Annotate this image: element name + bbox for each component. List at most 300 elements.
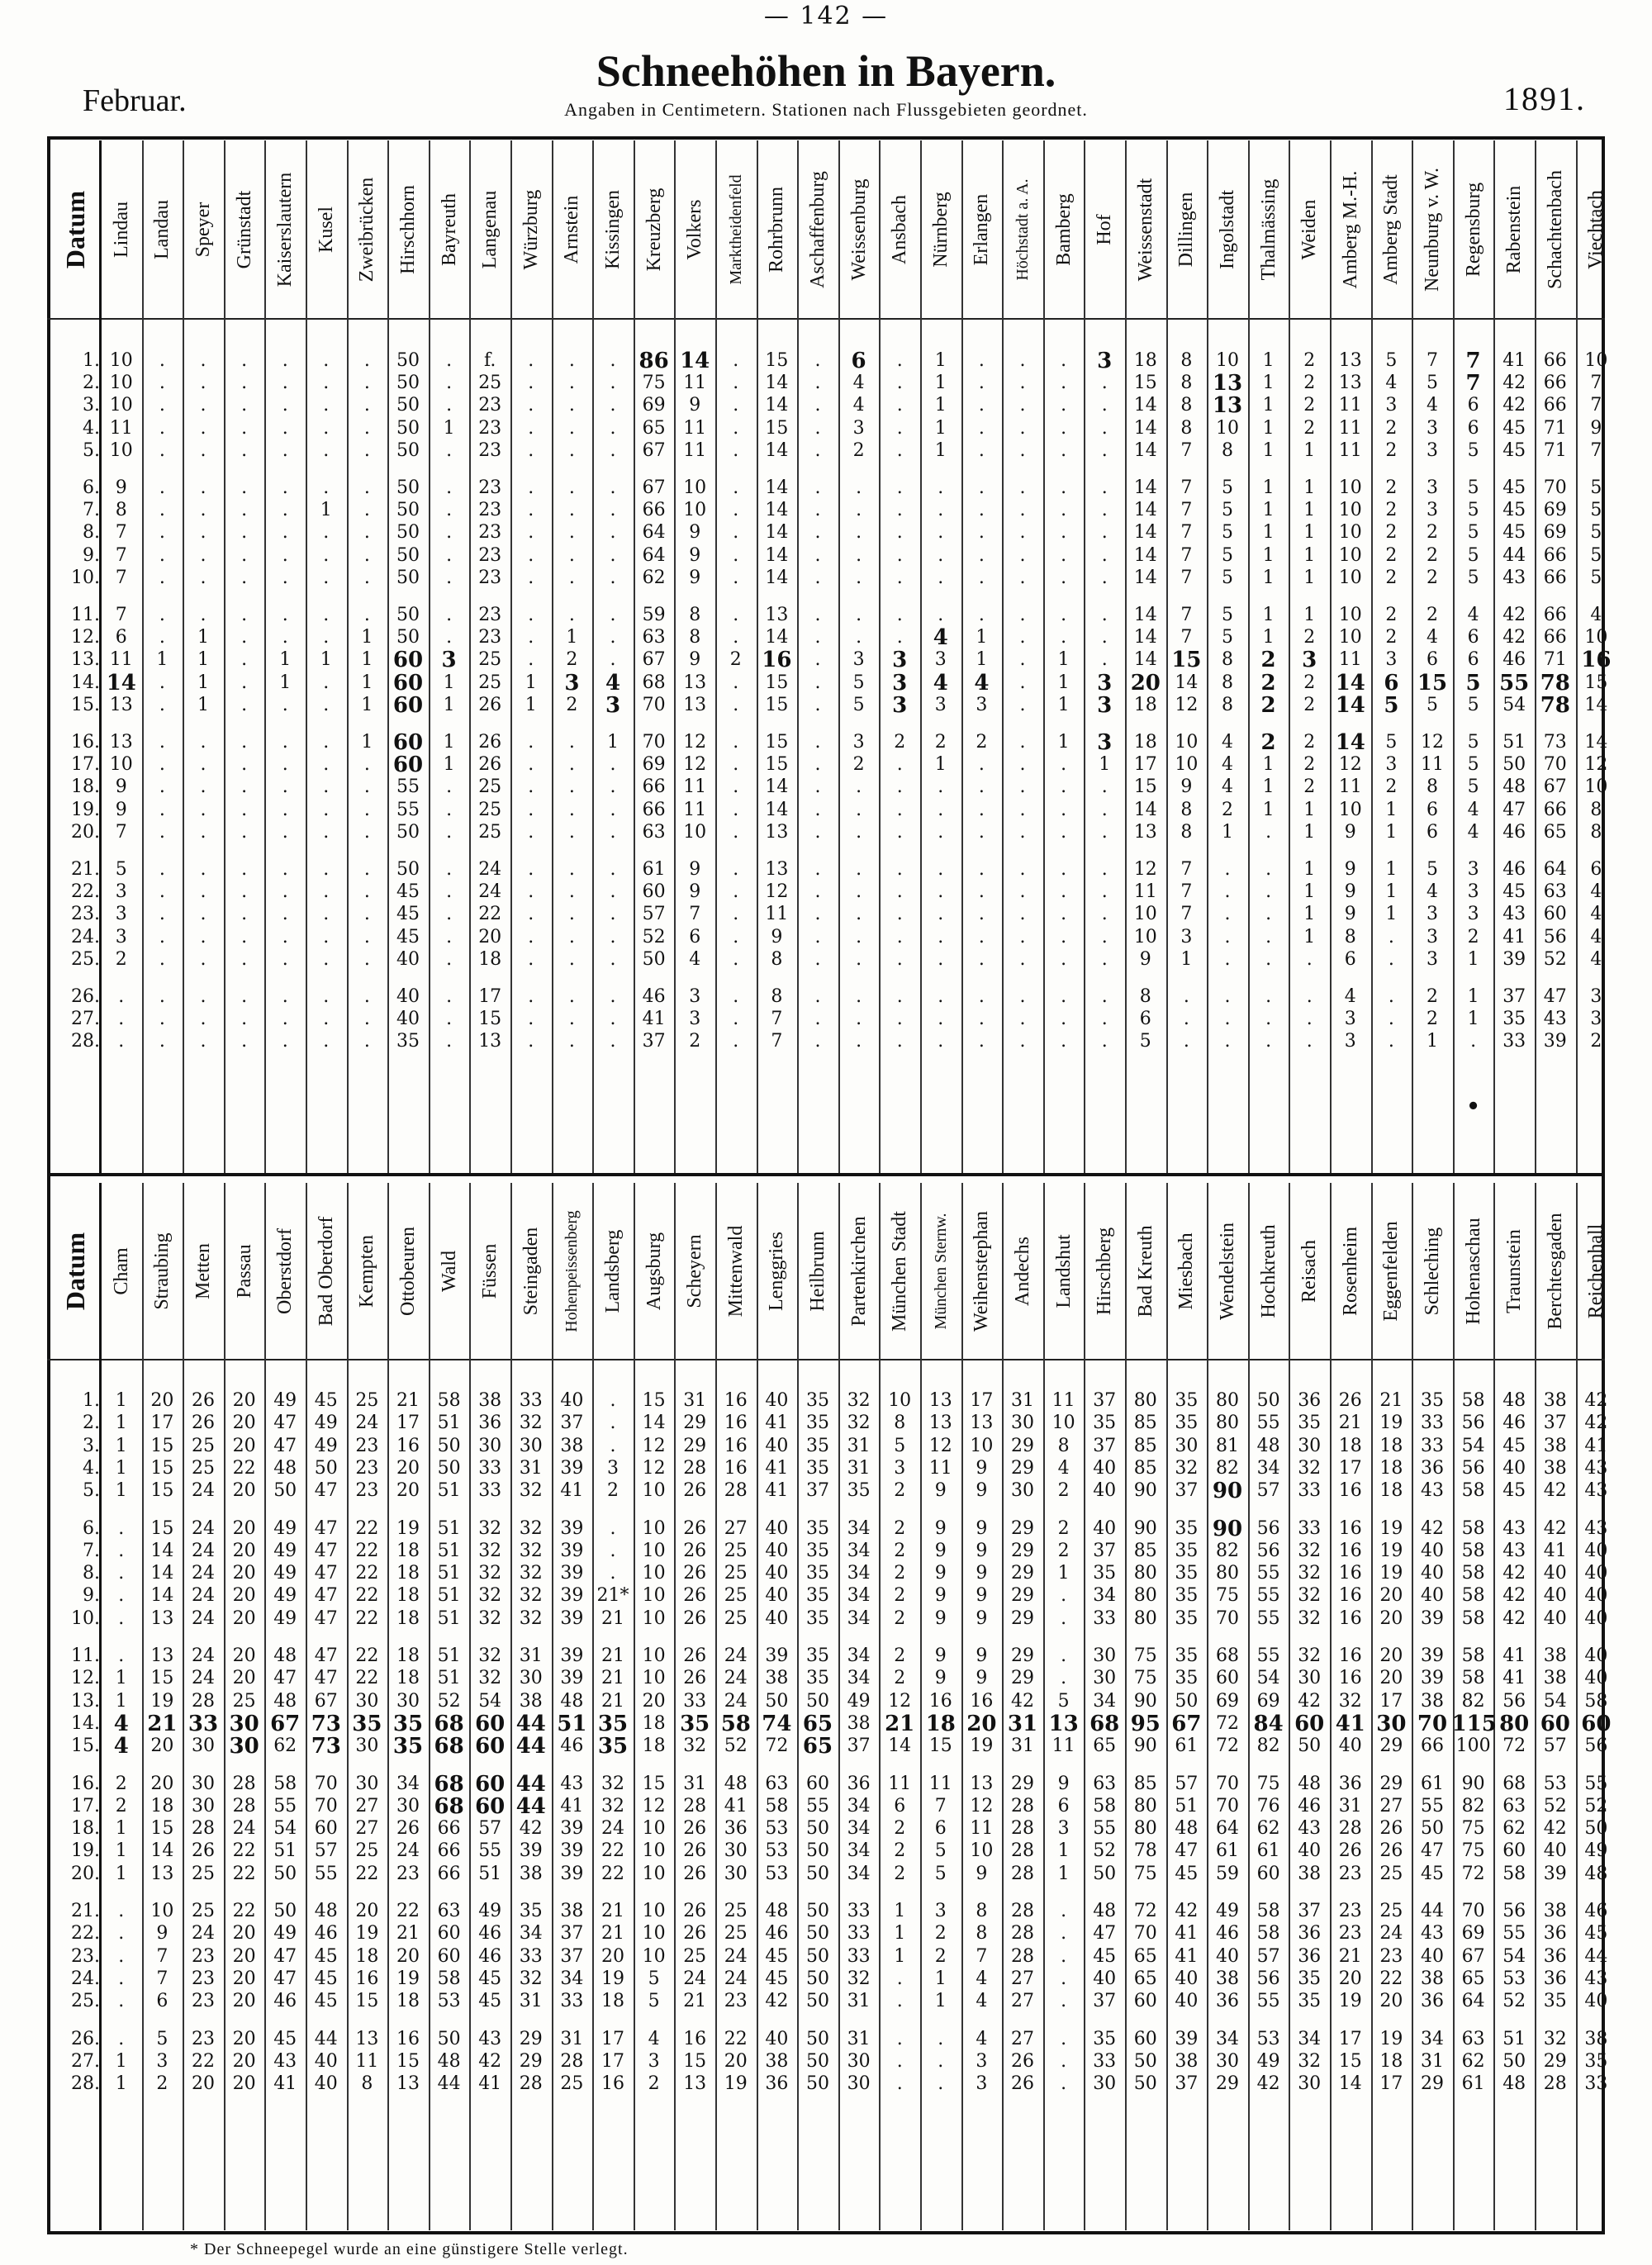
table-cell: 8 (976, 1901, 988, 1921)
footnote: * Der Schneepegel wurde an eine günstigere Stelle verlegt. (190, 2240, 629, 2258)
table-cell: . (610, 627, 616, 648)
table-cell: . (1101, 948, 1108, 970)
table-cell: 48 (273, 1457, 297, 1479)
table-cell: 9 (976, 1457, 988, 1479)
table-cell: . (1061, 1991, 1067, 2012)
table-cell: 3 (156, 2050, 169, 2072)
table-cell: 50 (806, 1840, 829, 1862)
table-cell: 16 (724, 1390, 748, 1411)
table-cell: 35 (806, 1645, 829, 1666)
table-cell: . (323, 904, 330, 925)
table-cell: 73 (311, 1711, 341, 1736)
table-cell: 43 (1584, 1968, 1608, 1989)
table-cell: 25 (724, 1607, 748, 1629)
table-cell: . (323, 395, 330, 416)
table-cell: 2 (894, 1607, 906, 1629)
table-cell: 50 (396, 500, 420, 521)
table-cell: 35 (1175, 1645, 1199, 1666)
table-cell: 26 (683, 1645, 707, 1666)
table-cell: 1 (1262, 776, 1275, 798)
table-cell: 52 (1584, 1795, 1608, 1816)
table-cell: 66 (1421, 1736, 1444, 1757)
table-cell: . (159, 567, 165, 588)
table-cell: 2 (1427, 544, 1438, 566)
table-cell: 71 (1543, 439, 1567, 461)
column-header: Dillingen (1175, 192, 1198, 267)
table-cell: . (159, 605, 165, 625)
table-cell: 68 (434, 1793, 464, 1819)
table-cell: . (282, 500, 288, 521)
row-date: 2. (83, 373, 100, 394)
row-date: 13. (71, 649, 100, 671)
table-cell: . (896, 2028, 903, 2049)
table-cell: 24 (192, 1668, 215, 1689)
table-cell: 44 (515, 1771, 546, 1797)
row-date: 23. (71, 904, 100, 925)
table-cell: 1 (1057, 1863, 1070, 1884)
table-cell: 45 (1502, 477, 1526, 498)
table-cell: 33 (478, 1457, 502, 1479)
table-cell: 56 (1461, 1457, 1485, 1479)
table-cell: . (814, 522, 821, 544)
table-cell: 73 (311, 1734, 341, 1759)
table-cell: 29 (1421, 2073, 1444, 2095)
table-cell: . (528, 859, 534, 880)
table-cell: . (896, 439, 903, 461)
table-cell: 41 (1175, 1923, 1199, 1944)
table-cell: 15 (1133, 776, 1157, 798)
table-cell: 50 (642, 948, 666, 970)
table-cell: . (938, 2028, 944, 2049)
table-cell: 5 (1467, 500, 1479, 521)
table-cell: 10 (109, 350, 133, 371)
table-cell: . (282, 694, 288, 715)
table-cell: 60 (806, 1773, 829, 1794)
table-cell: . (978, 986, 985, 1007)
table-cell: 25 (1379, 1863, 1403, 1884)
table-cell: 7 (1427, 350, 1438, 371)
table-cell: 45 (1502, 1480, 1526, 1502)
column-header: Rabenstein (1503, 185, 1526, 273)
table-cell: 50 (806, 2028, 829, 2049)
table-cell: 67 (642, 649, 666, 671)
table-cell: 50 (806, 1945, 829, 1967)
table-cell: 5 (1222, 477, 1233, 498)
table-cell: 2 (976, 732, 988, 753)
table-cell: 7 (689, 904, 701, 925)
table-cell: 15 (1133, 373, 1157, 394)
table-cell: 7 (1180, 567, 1193, 588)
table-cell: . (200, 1009, 206, 1030)
table-cell: 45 (396, 881, 420, 903)
table-cell: 21 (601, 1668, 624, 1689)
table-cell: 18 (1379, 1435, 1403, 1456)
table-cell: 9 (156, 1923, 169, 1944)
table-cell: . (241, 605, 248, 625)
table-cell: 1 (1262, 567, 1275, 588)
table-cell: . (1061, 522, 1067, 544)
table-cell: 9 (1344, 904, 1356, 925)
table-cell: 31 (560, 2028, 584, 2049)
table-cell: 34 (847, 1585, 871, 1607)
table-cell: 4 (1427, 881, 1438, 903)
table-cell: . (610, 799, 616, 820)
table-cell: 80 (1133, 1818, 1157, 1840)
table-cell: 1 (1303, 904, 1316, 925)
table-cell: 42 (1502, 1563, 1526, 1584)
table-cell: . (241, 373, 248, 394)
table-cell: 12 (1338, 754, 1362, 776)
table-cell: 1 (115, 1435, 127, 1456)
row-date: 8. (83, 522, 100, 544)
table-cell: . (282, 477, 288, 498)
table-cell: 5 (648, 1968, 660, 1989)
table-cell: . (363, 799, 370, 820)
table-cell: 5 (1384, 692, 1399, 718)
table-cell: 50 (396, 567, 420, 588)
table-cell: 33 (188, 1711, 219, 1736)
table-cell: . (1101, 544, 1108, 566)
table-cell: 18 (396, 1991, 420, 2012)
table-cell: 70 (1216, 1773, 1239, 1794)
table-cell: 26 (478, 694, 502, 715)
table-cell: 22 (1379, 1968, 1403, 1989)
table-cell: 16 (1581, 648, 1612, 673)
table-cell: . (528, 373, 534, 394)
table-cell: . (1388, 1009, 1394, 1030)
table-cell: . (610, 544, 616, 566)
table-cell: 1 (1262, 754, 1275, 776)
table-cell: 45 (1502, 522, 1526, 544)
table-cell: 60 (1256, 1863, 1280, 1884)
table-cell: 28 (1543, 2073, 1567, 2095)
table-cell: 90 (1133, 1480, 1157, 1502)
table-cell: 59 (642, 605, 666, 625)
table-cell: . (200, 477, 206, 498)
table-cell: 21 (601, 1901, 624, 1921)
table-cell: 23 (478, 500, 502, 521)
table-cell: 55 (1499, 670, 1530, 696)
table-cell: . (1061, 567, 1067, 588)
table-cell: 5 (934, 1863, 947, 1884)
table-cell: 44 (1584, 1945, 1608, 1967)
column-header: Höchstadt a. A. (1014, 178, 1032, 281)
table-cell: . (1101, 799, 1108, 820)
table-cell: 82 (1216, 1457, 1239, 1479)
table-cell: . (978, 605, 985, 625)
table-cell: 27 (1011, 2028, 1034, 2049)
table-cell: 18 (150, 1795, 174, 1816)
column-header: Kreuzberg (643, 188, 665, 271)
table-cell: 35 (847, 1480, 871, 1502)
table-cell: . (1388, 948, 1394, 970)
table-cell: 33 (1421, 1435, 1444, 1456)
table-cell: 8 (1344, 926, 1356, 947)
table-cell: . (446, 859, 453, 880)
table-cell: 33 (560, 1991, 584, 2012)
table-cell: 14 (765, 439, 789, 461)
table-cell: 31 (847, 1435, 871, 1456)
table-cell: . (323, 754, 330, 776)
table-cell: 43 (1421, 1923, 1444, 1944)
table-cell: . (1470, 1031, 1477, 1052)
table-cell: 40 (1584, 1991, 1608, 2012)
table-cell: 57 (1543, 1736, 1567, 1757)
table-cell: . (938, 799, 944, 820)
table-cell: 48 (1584, 1863, 1608, 1884)
table-cell: 14 (1133, 477, 1157, 498)
table-cell: 5 (1467, 477, 1479, 498)
table-cell: 42 (1502, 395, 1526, 416)
table-cell: . (814, 417, 821, 439)
table-cell: 20 (232, 1563, 256, 1584)
table-cell: 10 (1216, 350, 1239, 371)
table-cell: 72 (1133, 1901, 1157, 1921)
table-cell: 1 (1180, 948, 1193, 970)
table-cell: . (856, 859, 862, 880)
table-cell: 36 (1543, 1968, 1567, 1989)
table-cell: . (610, 1435, 616, 1456)
table-cell: 21* (596, 1585, 629, 1607)
table-cell: 7 (1180, 500, 1193, 521)
table-cell: 5 (1222, 544, 1233, 566)
table-cell: . (528, 821, 534, 843)
table-cell: 30 (192, 1773, 215, 1794)
table-cell: 11 (1338, 776, 1362, 798)
table-cell: 17 (1379, 2073, 1403, 2095)
table-cell: 54 (1256, 1668, 1280, 1689)
table-cell: 19 (1379, 1540, 1403, 1561)
table-cell: . (323, 1009, 330, 1030)
table-cell: 2 (1467, 926, 1479, 947)
table-cell: . (938, 986, 944, 1007)
table-cell: 41 (560, 1795, 584, 1816)
table-cell: 47 (1421, 1840, 1444, 1862)
table-cell: 25 (478, 672, 502, 693)
table-cell: 5 (1590, 477, 1602, 498)
table-cell: 3 (1057, 1818, 1070, 1840)
table-cell: 20 (642, 1690, 666, 1712)
table-cell: 20 (232, 1923, 256, 1944)
table-cell: 33 (519, 1390, 543, 1411)
page-title: Schneehöhen in Bayern. (596, 46, 1056, 96)
table-cell: . (733, 881, 739, 903)
table-cell: 36 (724, 1818, 748, 1840)
table-cell: 5 (1385, 350, 1398, 371)
table-cell: 16 (970, 1690, 994, 1712)
table-cell: 4 (1590, 881, 1602, 903)
table-cell: 60 (475, 1734, 506, 1759)
table-cell: 21 (601, 1607, 624, 1629)
table-cell: . (200, 373, 206, 394)
table-cell: 24 (724, 1668, 748, 1689)
table-cell: 82 (1461, 1690, 1485, 1712)
table-cell: 24 (724, 1645, 748, 1666)
table-cell: 34 (519, 1923, 543, 1944)
table-cell: . (159, 926, 165, 947)
table-cell: 50 (437, 1457, 461, 1479)
table-cell: 24 (724, 1968, 748, 1989)
table-cell: 30 (847, 2073, 871, 2095)
column-header: Rohrbrunn (766, 186, 788, 273)
table-cell: 70 (1133, 1923, 1157, 1944)
table-cell: 5 (1590, 544, 1602, 566)
column-header: Amberg Stadt (1380, 173, 1403, 285)
table-cell: 2 (115, 1795, 127, 1816)
table-cell: . (856, 881, 862, 903)
table-cell: 13 (1338, 373, 1362, 394)
table-cell: 15 (928, 1736, 952, 1757)
table-cell: 10 (1133, 926, 1157, 947)
table-cell: . (282, 1031, 288, 1052)
table-cell: . (323, 350, 330, 371)
table-cell: . (241, 544, 248, 566)
table-cell: . (938, 567, 944, 588)
table-cell: 14 (680, 349, 710, 373)
table-cell: 2 (1303, 732, 1316, 753)
table-cell: 3 (892, 692, 908, 718)
table-cell: . (159, 373, 165, 394)
table-cell: 64 (642, 522, 666, 544)
table-cell: . (896, 986, 903, 1007)
table-cell: . (1061, 1945, 1067, 1967)
table-cell: . (814, 500, 821, 521)
table-cell: 38 (765, 1668, 789, 1689)
table-cell: 5 (1590, 567, 1602, 588)
table-cell: . (733, 567, 739, 588)
table-cell: 20 (232, 1968, 256, 1989)
table-cell: 4 (1385, 373, 1398, 394)
table-cell: 37 (1175, 2073, 1199, 2095)
table-cell: . (733, 948, 739, 970)
table-cell: 49 (273, 1563, 297, 1584)
table-cell: 5 (1385, 732, 1398, 753)
table-cell: 19 (1379, 1563, 1403, 1584)
table-cell: 85 (1133, 1457, 1157, 1479)
table-cell: . (1061, 2050, 1067, 2072)
table-cell: 10 (1584, 627, 1608, 648)
table-cell: 1 (443, 732, 455, 753)
table-cell: 60 (392, 730, 424, 755)
table-cell: 60 (1133, 2028, 1157, 2049)
table-cell: 14 (1335, 692, 1365, 718)
table-cell: . (610, 567, 616, 588)
table-cell: 50 (1093, 1863, 1117, 1884)
table-cell: 1 (1385, 799, 1398, 820)
table-cell: . (323, 881, 330, 903)
table-cell: . (363, 926, 370, 947)
table-cell: 42 (519, 1818, 543, 1840)
table-cell: . (241, 500, 248, 521)
table-cell: 39 (1543, 1031, 1567, 1052)
table-cell: 25 (478, 821, 502, 843)
table-cell: . (282, 799, 288, 820)
table-cell: 3 (976, 2050, 988, 2072)
table-cell: 1 (443, 417, 455, 439)
table-cell: . (814, 948, 821, 970)
table-cell: 27 (1011, 1991, 1034, 2012)
table-cell: 15 (1171, 648, 1202, 673)
table-cell: 2 (566, 694, 578, 715)
table-cell: 13 (1338, 350, 1362, 371)
table-cell: 21 (396, 1923, 420, 1944)
table-cell: 10 (1584, 776, 1608, 798)
table-cell: 29 (1011, 1517, 1034, 1539)
table-cell: . (200, 754, 206, 776)
table-cell: 20 (232, 1668, 256, 1689)
table-cell: . (1101, 1031, 1108, 1052)
table-cell: . (323, 859, 330, 880)
table-cell: 20 (601, 1945, 624, 1967)
table-cell: 49 (314, 1435, 338, 1456)
table-cell: 82 (1216, 1540, 1239, 1561)
table-cell: . (814, 799, 821, 820)
table-cell: 80 (1216, 1413, 1239, 1434)
table-cell: 80 (1133, 1563, 1157, 1584)
table-cell: 34 (1093, 1690, 1117, 1712)
table-cell: 50 (1133, 2073, 1157, 2095)
table-cell: . (610, 926, 616, 947)
table-cell: 14 (1335, 670, 1365, 696)
table-cell: 25 (232, 1690, 256, 1712)
table-cell: . (1019, 373, 1026, 394)
table-cell: 18 (1133, 694, 1157, 715)
table-cell: 4 (1467, 605, 1479, 625)
table-cell: . (610, 1009, 616, 1030)
table-cell: 39 (1421, 1607, 1444, 1629)
table-cell: 3 (852, 417, 865, 439)
table-cell: 35 (396, 1031, 420, 1052)
table-cell: 2 (934, 732, 947, 753)
table-cell: 1 (607, 732, 619, 753)
table-cell: . (363, 881, 370, 903)
row-date: 10. (71, 567, 100, 588)
table-cell: 54 (478, 1690, 502, 1712)
table-cell: 75 (1133, 1668, 1157, 1689)
table-cell: 13 (970, 1413, 994, 1434)
table-cell: 1 (525, 694, 537, 715)
table-cell: 58 (1461, 1390, 1485, 1411)
table-cell: 28 (1011, 1863, 1034, 1884)
table-cell: 30 (192, 1795, 215, 1816)
table-cell: 3 (1097, 349, 1113, 373)
table-cell: 18 (1379, 1480, 1403, 1502)
table-cell: 8 (1222, 694, 1233, 715)
table-cell: . (814, 672, 821, 693)
table-cell: . (323, 821, 330, 843)
table-cell: 17 (1338, 1457, 1362, 1479)
table-cell: 30 (1093, 1668, 1117, 1689)
table-cell: . (1101, 821, 1108, 843)
table-cell: 45 (1502, 1435, 1526, 1456)
table-cell: 2 (1385, 544, 1398, 566)
table-cell: . (1265, 881, 1272, 903)
table-cell: 5 (1467, 439, 1479, 461)
table-cell: 19 (1379, 1517, 1403, 1539)
table-cell: . (363, 417, 370, 439)
table-cell: . (978, 439, 985, 461)
table-cell: . (568, 1031, 575, 1052)
table-cell: 26 (1338, 1390, 1362, 1411)
table-cell: . (896, 1031, 903, 1052)
table-cell: 90 (1133, 1736, 1157, 1757)
table-cell: . (323, 605, 330, 625)
table-cell: 27 (1011, 1968, 1034, 1989)
table-cell: 3 (115, 904, 127, 925)
table-cell: 28 (724, 1480, 748, 1502)
table-cell: 1 (1262, 477, 1275, 498)
table-cell: . (363, 373, 370, 394)
